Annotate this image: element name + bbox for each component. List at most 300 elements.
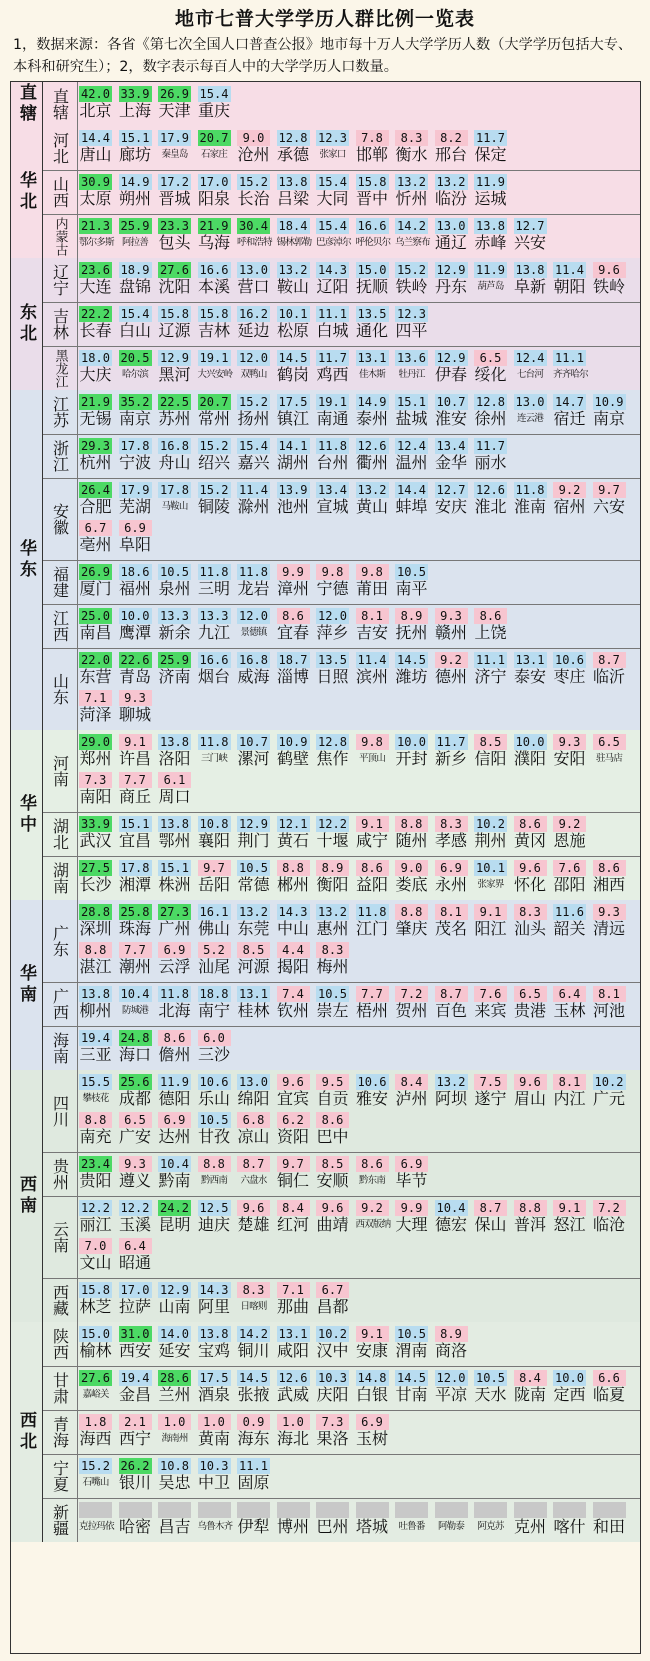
city-value: 13.4	[435, 438, 468, 454]
city-value: 13.2	[356, 482, 389, 498]
city-cell	[395, 816, 428, 850]
city-name: 哈密	[118, 1517, 151, 1536]
city-name: 萍乡	[316, 623, 349, 642]
city-value: 10.0	[119, 608, 152, 624]
city-cell	[316, 1156, 349, 1190]
city-cell	[316, 1200, 349, 1234]
province-name: 陕西	[50, 1328, 70, 1360]
city-value: 15.4	[316, 218, 349, 234]
city-value: 8.4	[277, 1200, 310, 1216]
city-value: 8.1	[593, 986, 626, 1002]
city-cell	[356, 608, 389, 642]
city-name: 肇庆	[395, 919, 428, 938]
city-value: 21.3	[79, 218, 112, 234]
province-block	[43, 1152, 640, 1197]
city-name: 泰州	[355, 409, 388, 428]
city-cell	[198, 1074, 231, 1108]
city-name: 漯河	[237, 749, 270, 768]
city-name: 平凉	[434, 1385, 467, 1404]
city-name: 云浮	[158, 957, 191, 976]
city-value: 20.7	[198, 394, 231, 410]
city-cell	[79, 986, 112, 1020]
province-block	[43, 900, 640, 983]
city-cell	[277, 1282, 310, 1316]
city-cell	[119, 130, 152, 164]
city-cell	[593, 262, 626, 296]
city-cell	[119, 350, 152, 384]
city-name: 南昌	[79, 623, 112, 642]
city-name: 迪庆	[197, 1215, 230, 1234]
city-cell	[356, 1326, 389, 1360]
city-value: 6.9	[158, 1112, 191, 1128]
city-value: 10.2	[316, 1326, 349, 1342]
city-name: 鸡西	[316, 365, 349, 384]
city-value: 10.4	[435, 1200, 468, 1216]
province-name: 江西	[50, 610, 70, 642]
city-cell	[237, 438, 270, 472]
city-cell	[316, 394, 349, 428]
province-label	[43, 214, 78, 258]
city-cell	[356, 904, 389, 938]
city-cell	[316, 608, 349, 642]
city-cell	[435, 174, 468, 208]
city-cell	[158, 218, 191, 252]
city-cell	[395, 652, 428, 686]
province-block	[43, 648, 640, 730]
city-cell	[316, 816, 349, 850]
city-value: 9.3	[435, 608, 468, 624]
province-name: 新疆	[50, 1504, 70, 1536]
city-name: 驻马店	[595, 753, 623, 764]
city-value: 8.5	[474, 734, 507, 750]
city-cell	[79, 438, 112, 472]
city-name: 金华	[434, 453, 467, 472]
city-value: 13.0	[237, 262, 270, 278]
city-cell	[316, 564, 349, 598]
city-name: 固原	[237, 1473, 270, 1492]
city-value: 10.3	[316, 1370, 349, 1386]
city-value: 14.5	[237, 1370, 270, 1386]
city-name: 济宁	[474, 667, 507, 686]
city-value: 12.1	[277, 816, 310, 832]
city-name: 长治	[237, 189, 270, 208]
region-label	[11, 390, 43, 730]
city-cell	[593, 986, 626, 1020]
city-cell	[119, 1282, 152, 1316]
province-name: 福建	[50, 566, 70, 598]
city-name: 吕梁	[276, 189, 309, 208]
city-value: 12.6	[277, 1370, 310, 1386]
city-value: 8.9	[316, 860, 349, 876]
city-value: 12.8	[474, 394, 507, 410]
city-name: 伊犁	[237, 1517, 270, 1536]
city-value: 7.1	[277, 1282, 310, 1298]
city-name: 克拉玛依	[79, 1521, 114, 1532]
city-cell	[119, 652, 152, 686]
city-cell	[237, 860, 270, 894]
city-name: 十堰	[316, 831, 349, 850]
city-cell	[553, 1370, 586, 1404]
city-name: 阿克苏	[477, 1521, 504, 1532]
city-value: 11.7	[316, 350, 349, 366]
city-cell	[316, 438, 349, 472]
city-name: 辽源	[158, 321, 191, 340]
city-value: 12.4	[395, 438, 428, 454]
city-name: 南宁	[197, 1001, 230, 1020]
city-name: 濮阳	[513, 749, 546, 768]
city-value: 7.6	[474, 986, 507, 1002]
city-cell	[119, 394, 152, 428]
city-name: 葫芦岛	[477, 281, 504, 292]
city-value: 16.2	[237, 306, 270, 322]
city-name: 牡丹江	[398, 369, 425, 380]
city-name: 湘潭	[118, 875, 151, 894]
city-value: 4.4	[277, 942, 310, 958]
city-name: 岳阳	[197, 875, 230, 894]
city-name: 六安	[592, 497, 625, 516]
city-cell	[277, 564, 310, 598]
city-cell	[514, 1370, 547, 1404]
city-name: 巴彦淖尔	[316, 237, 351, 248]
city-value: 16.6	[356, 218, 389, 234]
city-value: 15.1	[119, 130, 152, 146]
city-value: 8.8	[79, 942, 112, 958]
city-name: 那曲	[276, 1297, 309, 1316]
city-name: 辽阳	[316, 277, 349, 296]
city-cell	[79, 1414, 112, 1448]
city-cell	[79, 1156, 112, 1190]
city-cell	[79, 520, 112, 554]
city-value: 10.0	[514, 734, 547, 750]
city-name: 中山	[276, 919, 309, 938]
city-cell	[553, 350, 586, 384]
city-value: 17.2	[158, 174, 191, 190]
city-name: 梅州	[316, 957, 349, 976]
city-value: 10.5	[395, 564, 428, 580]
province-block	[43, 730, 640, 813]
city-value: 14.3	[198, 1282, 231, 1298]
city-cell	[119, 262, 152, 296]
city-cell	[198, 1458, 231, 1492]
city-cell	[237, 306, 270, 340]
province-label	[43, 856, 78, 900]
city-cell	[277, 1074, 310, 1108]
city-name: 齐齐哈尔	[553, 369, 588, 380]
region-block	[11, 82, 640, 127]
city-value: 17.9	[119, 482, 152, 498]
city-cell	[158, 306, 191, 340]
city-name: 宁德	[316, 579, 349, 598]
city-cell	[435, 904, 468, 938]
city-name: 汕尾	[197, 957, 230, 976]
city-cell	[316, 262, 349, 296]
city-name: 武威	[276, 1385, 309, 1404]
city-value: 13.2	[237, 904, 270, 920]
city-value: 10.6	[356, 1074, 389, 1090]
city-value: 17.8	[158, 482, 191, 498]
city-value: 11.9	[474, 262, 507, 278]
city-value: 7.7	[119, 772, 152, 788]
city-cell	[277, 734, 310, 768]
city-cell	[514, 350, 547, 384]
city-value: 15.1	[395, 394, 428, 410]
city-value: 6.9	[435, 860, 468, 876]
city-value: 9.6	[514, 1074, 547, 1090]
city-name: 石家庄	[200, 149, 228, 160]
city-value: 10.5	[395, 1326, 428, 1342]
city-value: 11.9	[158, 1074, 191, 1090]
city-name: 南京	[592, 409, 625, 428]
city-value: 13.2	[435, 174, 468, 190]
city-name: 丹东	[434, 277, 467, 296]
city-cell	[395, 306, 428, 340]
city-name: 茂名	[434, 919, 467, 938]
city-cell	[395, 174, 428, 208]
city-value: 9.3	[593, 904, 626, 920]
city-value: 15.2	[198, 438, 231, 454]
city-cell	[316, 904, 349, 938]
province-label	[43, 302, 78, 346]
city-value: 6.9	[119, 520, 152, 536]
city-value: 13.1	[277, 1326, 310, 1342]
city-cell	[277, 306, 310, 340]
city-cell	[158, 86, 191, 120]
city-cell	[277, 1370, 310, 1404]
city-name: 昆明	[158, 1215, 191, 1234]
city-value: 23.3	[158, 218, 191, 234]
city-name: 娄底	[395, 875, 428, 894]
city-name: 七台河	[516, 369, 544, 380]
city-cell	[435, 1370, 468, 1404]
city-value: 8.6	[593, 860, 626, 876]
city-value: 7.3	[316, 1414, 349, 1430]
city-cell	[79, 860, 112, 894]
city-value: 15.1	[158, 860, 191, 876]
city-cell	[356, 1370, 389, 1404]
city-value: 35.2	[119, 394, 152, 410]
city-value: 8.4	[514, 1370, 547, 1386]
city-name: 昌都	[316, 1297, 349, 1316]
city-value: 19.4	[119, 1370, 152, 1386]
city-cell	[356, 652, 389, 686]
city-name: 通化	[355, 321, 388, 340]
city-cell	[593, 652, 626, 686]
city-value: 21.9	[79, 394, 112, 410]
city-value: 11.7	[474, 438, 507, 454]
city-cell	[79, 690, 112, 724]
city-cell	[277, 1200, 310, 1234]
city-name: 承德	[276, 145, 309, 164]
city-cell	[158, 986, 191, 1020]
city-value: 15.1	[119, 816, 152, 832]
city-value	[395, 1502, 428, 1518]
city-name: 宝鸡	[197, 1341, 230, 1360]
city-name: 南通	[316, 409, 349, 428]
city-cell	[474, 816, 507, 850]
city-cell	[277, 482, 310, 516]
city-cell	[356, 394, 389, 428]
city-cell	[395, 1502, 428, 1536]
city-cell	[514, 652, 547, 686]
city-value: 13.8	[79, 986, 112, 1002]
city-name: 保定	[474, 145, 507, 164]
city-cell	[316, 1370, 349, 1404]
province-name: 山西	[50, 176, 70, 208]
region-name: 东北	[16, 303, 36, 345]
city-cell	[79, 564, 112, 598]
city-value: 8.1	[435, 904, 468, 920]
city-value: 8.7	[435, 986, 468, 1002]
province-block	[43, 1322, 640, 1367]
city-value: 8.1	[553, 1074, 586, 1090]
city-value: 25.6	[119, 1074, 152, 1090]
city-name: 安顺	[316, 1171, 349, 1190]
city-value: 15.8	[198, 306, 231, 322]
city-name: 孝感	[434, 831, 467, 850]
city-value: 18.8	[198, 986, 231, 1002]
city-name: 景德镇	[240, 627, 267, 638]
city-cell	[593, 860, 626, 894]
city-cell	[474, 652, 507, 686]
city-name: 宜宾	[276, 1089, 309, 1108]
city-cell	[395, 564, 428, 598]
city-name: 眉山	[513, 1089, 546, 1108]
city-value: 13.0	[514, 394, 547, 410]
city-cell	[435, 1200, 468, 1234]
city-cell	[277, 438, 310, 472]
city-value: 13.8	[158, 816, 191, 832]
city-cell	[553, 860, 586, 894]
city-cell	[79, 350, 112, 384]
city-name: 秦皇岛	[161, 149, 188, 160]
city-name: 铁岭	[395, 277, 428, 296]
city-value: 8.6	[356, 1156, 389, 1172]
city-cell	[395, 608, 428, 642]
city-name: 玉树	[355, 1429, 388, 1448]
city-name: 沧州	[237, 145, 270, 164]
city-value: 16.1	[198, 904, 231, 920]
city-cell	[237, 734, 270, 768]
city-name: 晋中	[355, 189, 388, 208]
city-name: 天水	[474, 1385, 507, 1404]
city-value: 8.6	[356, 860, 389, 876]
city-value: 18.9	[119, 262, 152, 278]
city-name: 西双版纳	[355, 1219, 391, 1230]
city-value	[356, 1502, 389, 1518]
city-value: 8.5	[316, 1156, 349, 1172]
city-cell	[316, 986, 349, 1020]
city-cell	[316, 1502, 349, 1536]
city-cell	[356, 816, 389, 850]
city-name: 佛山	[197, 919, 230, 938]
city-value: 8.8	[395, 904, 428, 920]
city-name: 海东	[237, 1429, 270, 1448]
city-cell	[395, 860, 428, 894]
city-value: 14.0	[158, 1326, 191, 1342]
city-cell	[119, 564, 152, 598]
city-cell	[553, 482, 586, 516]
province-name: 江苏	[50, 396, 70, 428]
city-name: 广元	[592, 1089, 625, 1108]
city-value: 2.1	[119, 1414, 152, 1430]
city-cell	[198, 860, 231, 894]
city-cell	[237, 564, 270, 598]
city-name: 博州	[276, 1517, 309, 1536]
province-name: 广西	[50, 988, 70, 1020]
city-name: 定西	[553, 1385, 586, 1404]
province-block	[43, 1410, 640, 1455]
city-name: 自贡	[316, 1089, 349, 1108]
city-value: 8.9	[435, 1326, 468, 1342]
city-name: 赣州	[434, 623, 467, 642]
city-value: 9.1	[474, 904, 507, 920]
city-name: 潍坊	[395, 667, 428, 686]
city-name: 延边	[237, 321, 270, 340]
city-value: 18.7	[277, 652, 310, 668]
city-name: 淮安	[434, 409, 467, 428]
city-name: 和田	[592, 1517, 625, 1536]
city-value: 9.7	[198, 860, 231, 876]
city-name: 聊城	[118, 705, 151, 724]
city-value: 8.3	[514, 904, 547, 920]
city-value: 26.2	[119, 1458, 152, 1474]
city-value: 13.3	[158, 608, 191, 624]
city-value: 9.2	[553, 816, 586, 832]
city-value: 27.3	[158, 904, 191, 920]
city-value: 12.6	[356, 438, 389, 454]
city-name: 钦州	[276, 1001, 309, 1020]
city-cell	[474, 350, 507, 384]
city-cell	[158, 904, 191, 938]
city-value: 8.6	[474, 608, 507, 624]
city-value: 8.3	[237, 1282, 270, 1298]
city-cell	[119, 690, 152, 724]
city-cell	[356, 438, 389, 472]
city-name: 锡林郭勒	[276, 237, 312, 248]
city-name: 商丘	[118, 787, 151, 806]
province-block	[43, 1498, 640, 1542]
city-cell	[198, 1414, 231, 1448]
city-cell	[553, 734, 586, 768]
city-value: 13.5	[316, 652, 349, 668]
city-value: 8.3	[395, 130, 428, 146]
city-name: 襄阳	[197, 831, 230, 850]
city-name: 开封	[395, 749, 428, 768]
city-cell	[198, 174, 231, 208]
city-value: 10.8	[198, 816, 231, 832]
city-cell	[277, 1326, 310, 1360]
city-name: 达州	[158, 1127, 191, 1146]
city-cell	[119, 1112, 152, 1146]
city-value: 9.9	[395, 1200, 428, 1216]
city-name: 宜春	[276, 623, 309, 642]
city-value: 23.4	[79, 1156, 112, 1172]
city-value: 26.9	[158, 86, 191, 102]
city-cell	[158, 130, 191, 164]
city-value: 7.3	[79, 772, 112, 788]
city-value: 6.7	[79, 520, 112, 536]
city-name: 文山	[79, 1253, 112, 1272]
city-value: 13.8	[198, 1326, 231, 1342]
city-name: 温州	[395, 453, 428, 472]
city-cell	[79, 1112, 112, 1146]
city-cell	[198, 1370, 231, 1404]
city-cell	[474, 734, 507, 768]
city-cell	[79, 772, 112, 806]
city-name: 黔南	[158, 1171, 191, 1190]
city-name: 中卫	[197, 1473, 230, 1492]
city-cell	[356, 1074, 389, 1108]
